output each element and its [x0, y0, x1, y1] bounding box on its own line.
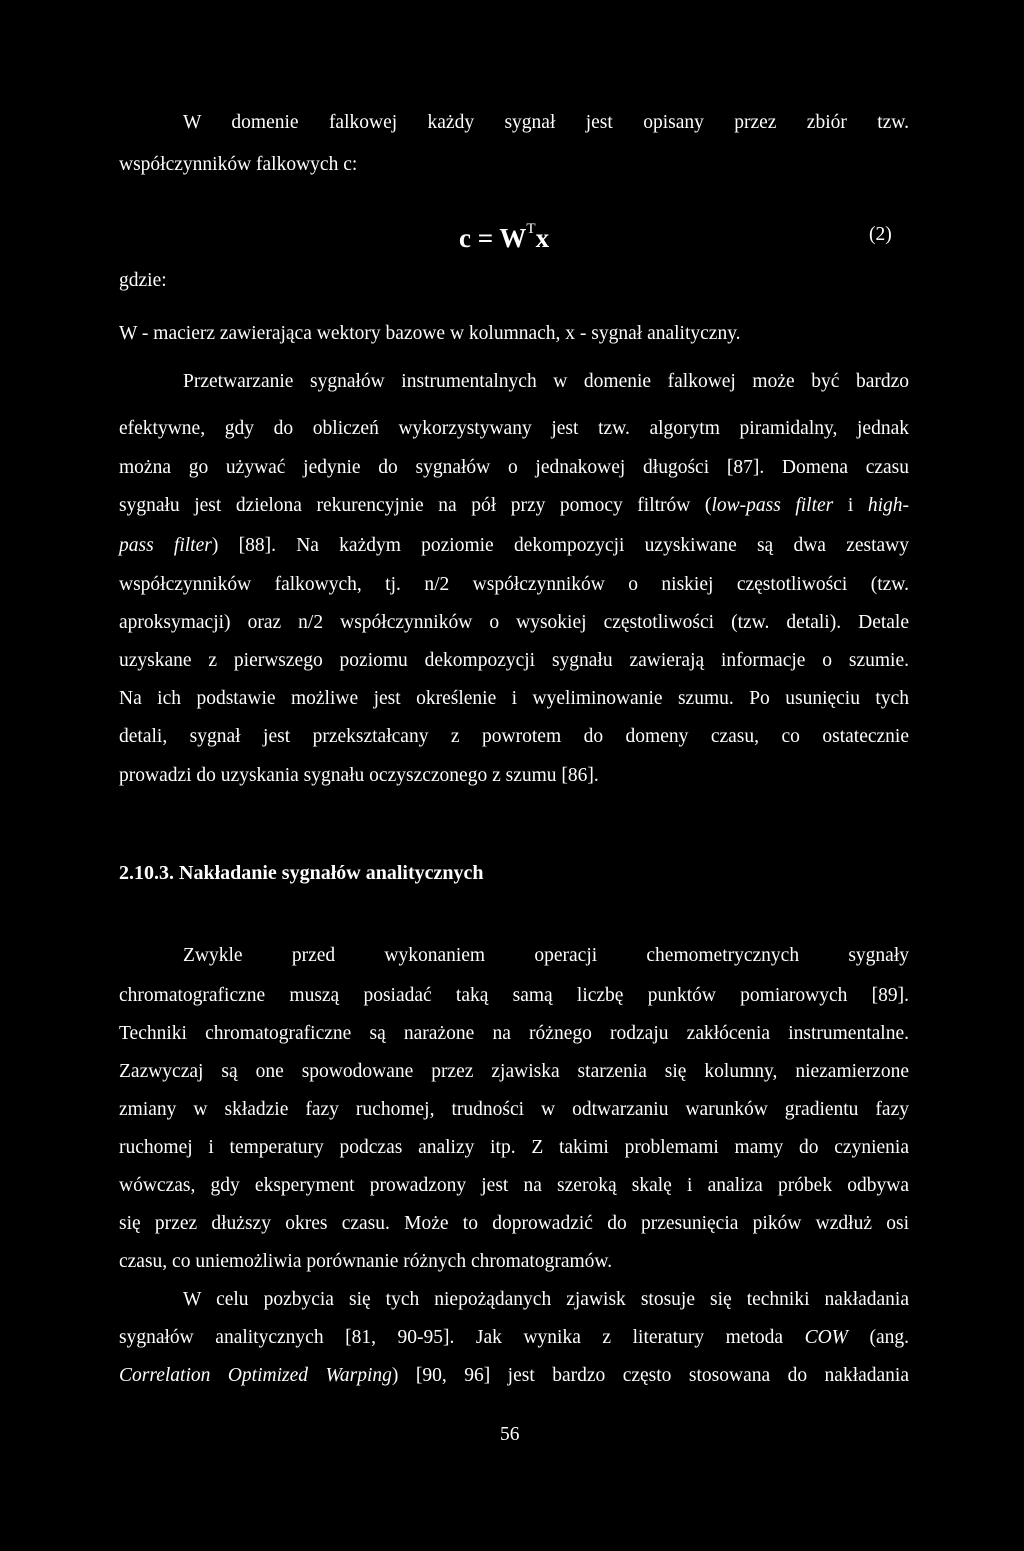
- word: domenie: [231, 112, 299, 133]
- paragraph-line: chromatograficzne muszą posiadać taką samą liczbę punktów pomiarowych [89].: [119, 985, 909, 1006]
- text-run: sygnału jest dzielona rekurencyjnie na pół przy pomocy filtrów (: [119, 495, 712, 516]
- paragraph-line: czasu, co uniemożliwia porównanie różnych chromatogramów.: [119, 1251, 613, 1272]
- intro-line-2: współczynników falkowych c:: [119, 154, 358, 175]
- italic-run: pass filter: [119, 535, 212, 556]
- paragraph-line: zmiany w składzie fazy ruchomej, trudności w odtwarzaniu warunków gradientu fazy: [119, 1099, 909, 1120]
- formula-right: x: [535, 223, 550, 253]
- paragraph-line: można go używać jedynie do sygnałów o jednakowej długości [87]. Domena czasu: [119, 457, 909, 478]
- paragraph-line: Techniki chromatograficzne są narażone na różnego rodzaju zakłócenia instrumentalne.: [119, 1023, 909, 1044]
- word: opisany: [643, 112, 704, 133]
- paragraph-line: uzyskane z pierwszego poziomu dekompozycji sygnału zawierają informacje o szumie.: [119, 650, 909, 671]
- paragraph-line: [119, 1364, 909, 1388]
- paragraph-line: detali, sygnał jest przekształcany z powrotem do domeny czasu, co ostatecznie: [119, 726, 909, 747]
- italic-run: high-: [867, 495, 909, 516]
- paragraph-line: [119, 1326, 909, 1350]
- text-run: i: [833, 495, 868, 516]
- word: każdy: [427, 112, 475, 133]
- paragraph-line: efektywne, gdy do obliczeń wykorzystywany jest tzw. algorytm piramidalny, jednak: [119, 418, 909, 439]
- text-run: (ang.: [847, 1327, 909, 1348]
- paragraph-line: aproksymacji) oraz n/2 współczynników o wysokiej częstotliwości (tzw. detali). Detale: [119, 612, 909, 633]
- word: sygnał: [504, 112, 556, 133]
- section-heading: [119, 861, 483, 885]
- paragraph-line: współczynników falkowych, tj. n/2 współczynników o niskiej częstotliwości (tzw.: [119, 574, 909, 595]
- paragraph-line: prowadzi do uzyskania sygnału oczyszczonego z szumu [86].: [119, 765, 599, 786]
- paragraph-line: Zazwyczaj są one spowodowane przez zjawiska starzenia się kolumny, niezamierzone: [119, 1061, 909, 1082]
- text-run: sygnałów analitycznych [81, 90-95]. Jak wynika z literatury metoda: [119, 1327, 805, 1348]
- intro-line-1: [183, 111, 909, 135]
- italic-run: COW: [804, 1327, 848, 1348]
- paragraph-line: ruchomej i temperatury podczas analizy itp. Z takimi problemami mamy do czynienia: [119, 1137, 909, 1158]
- word: przez: [734, 112, 777, 133]
- text-run: ) [88]. Na każdym poziomie dekompozycji uzyskiwane są dwa zestawy: [211, 535, 909, 556]
- paragraph-line: [119, 494, 909, 518]
- word: falkowej: [328, 112, 398, 133]
- paragraph-line: Na ich podstawie możliwe jest określenie i wyeliminowanie szumu. Po usunięciu tych: [119, 688, 909, 709]
- section-title: Nakładanie sygnałów analitycznych: [179, 862, 484, 884]
- paragraph-line: się przez dłuższy okres czasu. Może to doprowadzić do przesunięcia pików wzdłuż osi: [119, 1213, 909, 1234]
- page-number: 56: [500, 1424, 520, 1445]
- formula-superscript: T: [526, 221, 536, 237]
- paragraph-line: Przetwarzanie sygnałów instrumentalnych w domenie falkowej może być bardzo: [183, 371, 909, 392]
- italic-run: low-pass filter: [711, 495, 834, 516]
- text-run: ) [90, 96] jest bardzo często stosowana do nakładania: [391, 1365, 909, 1386]
- section-number: 2.10.3.: [119, 862, 174, 884]
- paragraph-line: [119, 534, 909, 558]
- paragraph-line: W celu pozbycia się tych niepożądanych zjawisk stosuje się techniki nakładania: [183, 1289, 909, 1310]
- word: zbiór: [806, 112, 847, 133]
- equation-number: (2): [869, 224, 892, 245]
- word: jest: [585, 112, 613, 133]
- formula-left: c = W: [459, 223, 527, 253]
- where-definition: W - macierz zawierająca wektory bazowe w kolumnach, x - sygnał analityczny.: [119, 323, 741, 344]
- equation-formula: [459, 218, 549, 253]
- word: tzw.: [877, 112, 909, 133]
- paragraph-line: wówczas, gdy eksperyment prowadzony jest na szeroką skalę i analiza próbek odbywa: [119, 1175, 909, 1196]
- italic-run: Correlation Optimized Warping: [119, 1365, 392, 1386]
- where-label: gdzie:: [119, 270, 167, 291]
- word: W: [183, 112, 202, 133]
- paragraph-line: Zwykle przed wykonaniem operacji chemometrycznych sygnały: [183, 945, 909, 966]
